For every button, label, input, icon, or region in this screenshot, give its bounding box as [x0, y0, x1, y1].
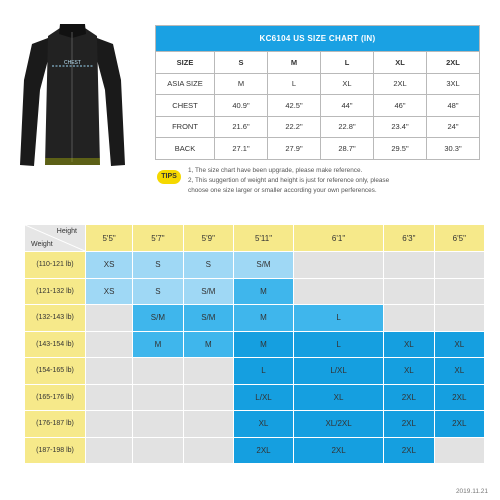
- size-cell: M: [234, 332, 294, 359]
- size-cell: S: [133, 252, 183, 279]
- size-chart-row: [156, 73, 480, 95]
- size-cell: 2XL: [384, 385, 434, 412]
- table-cell: XL: [321, 73, 374, 95]
- size-cell: [184, 385, 234, 412]
- size-cell: L: [234, 358, 294, 385]
- size-cell: S: [184, 252, 234, 279]
- grid-corner: [25, 225, 86, 252]
- weight-label: (176-187 lb): [25, 411, 86, 438]
- height-header: 6'1": [294, 225, 384, 252]
- size-cell: XS: [86, 279, 133, 306]
- size-cell: XL: [435, 332, 485, 359]
- size-cell: [384, 305, 434, 332]
- height-header: 6'3": [384, 225, 434, 252]
- grid-row: [25, 252, 485, 279]
- weight-label: (154-165 lb): [25, 358, 86, 385]
- size-cell: S/M: [133, 305, 183, 332]
- grid-row: [25, 279, 485, 306]
- grid-row: [25, 438, 485, 465]
- weight-label: (143-154 lb): [25, 332, 86, 359]
- table-cell: 2XL: [374, 73, 427, 95]
- row-label: BACK: [156, 138, 215, 160]
- table-cell: 40.9": [215, 95, 268, 117]
- table-cell: 48": [427, 95, 480, 117]
- size-cell: [86, 358, 133, 385]
- table-cell: 24": [427, 116, 480, 138]
- size-cell: M: [234, 305, 294, 332]
- row-label: ASIA SIZE: [156, 73, 215, 95]
- header-cell: S: [215, 52, 268, 74]
- size-cell: S/M: [184, 279, 234, 306]
- weight-label: (187-198 lb): [25, 438, 86, 465]
- table-cell: 22.2": [268, 116, 321, 138]
- height-header: 5'5": [86, 225, 133, 252]
- size-cell: [435, 252, 485, 279]
- table-cell: 22.8": [321, 116, 374, 138]
- corner-weight-label: Weight: [31, 241, 53, 248]
- size-cell: [133, 411, 183, 438]
- header-cell: M: [268, 52, 321, 74]
- weight-label: (132-143 lb): [25, 305, 86, 332]
- size-cell: [184, 358, 234, 385]
- row-label: CHEST: [156, 95, 215, 117]
- size-chart-row: [156, 116, 480, 138]
- size-chart-row: [156, 95, 480, 117]
- table-cell: 27.1": [215, 138, 268, 160]
- size-cell: L/XL: [234, 385, 294, 412]
- size-cell: L/XL: [294, 358, 384, 385]
- size-cell: S/M: [234, 252, 294, 279]
- size-cell: XL: [234, 411, 294, 438]
- size-cell: XL: [435, 358, 485, 385]
- size-cell: [86, 438, 133, 465]
- size-cell: 2XL: [294, 438, 384, 465]
- size-cell: M: [234, 279, 294, 306]
- header-cell: L: [321, 52, 374, 74]
- size-cell: S: [133, 279, 183, 306]
- table-cell: 30.3": [427, 138, 480, 160]
- size-cell: [86, 332, 133, 359]
- size-cell: [184, 438, 234, 465]
- tips-text: [188, 166, 488, 196]
- size-cell: [86, 385, 133, 412]
- size-cell: [133, 385, 183, 412]
- size-cell: 2XL: [234, 438, 294, 465]
- table-cell: L: [268, 73, 321, 95]
- header-cell: SIZE: [156, 52, 215, 74]
- size-cell: [384, 279, 434, 306]
- size-cell: [133, 438, 183, 465]
- size-cell: [435, 279, 485, 306]
- size-cell: 2XL: [435, 385, 485, 412]
- date-stamp: 2019.11.21: [455, 488, 488, 495]
- size-chart-header-row: [156, 52, 480, 74]
- weight-label: (165-176 lb): [25, 385, 86, 412]
- size-cell: [435, 438, 485, 465]
- row-label: FRONT: [156, 116, 215, 138]
- size-cell: 2XL: [384, 411, 434, 438]
- size-chart-row: [156, 138, 480, 160]
- size-chart-table: [155, 25, 480, 160]
- size-cell: M: [184, 332, 234, 359]
- size-cell: XL/2XL: [294, 411, 384, 438]
- height-header: 5'11": [234, 225, 294, 252]
- table-cell: 3XL: [427, 73, 480, 95]
- table-cell: 27.9": [268, 138, 321, 160]
- header-cell: 2XL: [427, 52, 480, 74]
- table-cell: M: [215, 73, 268, 95]
- size-cell: L: [294, 332, 384, 359]
- tips-badge: TIPS: [157, 170, 181, 184]
- jacket-illustration: [10, 20, 135, 170]
- table-cell: 23.4": [374, 116, 427, 138]
- tips-line-3: choose one size larger or smaller according your own perferences.: [188, 187, 377, 194]
- size-cell: [86, 305, 133, 332]
- height-header: 5'7": [133, 225, 183, 252]
- size-cell: XL: [384, 358, 434, 385]
- table-cell: 44": [321, 95, 374, 117]
- size-cell: XS: [86, 252, 133, 279]
- size-cell: M: [133, 332, 183, 359]
- chest-label: CHEST: [64, 60, 81, 66]
- size-cell: 2XL: [435, 411, 485, 438]
- size-cell: [86, 411, 133, 438]
- table-cell: 28.7": [321, 138, 374, 160]
- tips-line-2: 2, This suggertion of weight and height is just for reference only, please: [188, 177, 390, 184]
- corner-height-label: Height: [56, 228, 77, 235]
- height-header: 5'9": [184, 225, 234, 252]
- grid-row: [25, 385, 485, 412]
- tips-line-1: 1, The size chart have been upgrade, please make reference.: [188, 167, 363, 174]
- size-cell: L: [294, 305, 384, 332]
- size-cell: S/M: [184, 305, 234, 332]
- table-cell: 46": [374, 95, 427, 117]
- height-header: 6'5": [435, 225, 485, 252]
- size-chart-title: KC6104 US SIZE CHART (IN): [156, 26, 480, 52]
- table-cell: 29.5": [374, 138, 427, 160]
- grid-row: [25, 411, 485, 438]
- weight-label: (110-121 lb): [25, 252, 86, 279]
- grid-row: [25, 332, 485, 359]
- weight-label: (121-132 lb): [25, 279, 86, 306]
- height-weight-grid: [25, 225, 485, 464]
- size-cell: [384, 252, 434, 279]
- size-cell: [184, 411, 234, 438]
- size-cell: XL: [384, 332, 434, 359]
- table-cell: 21.6": [215, 116, 268, 138]
- size-cell: [435, 305, 485, 332]
- size-cell: 2XL: [384, 438, 434, 465]
- size-cell: XL: [294, 385, 384, 412]
- header-cell: XL: [374, 52, 427, 74]
- grid-row: [25, 305, 485, 332]
- size-cell: [133, 358, 183, 385]
- size-cell: [294, 279, 384, 306]
- grid-row: [25, 358, 485, 385]
- table-cell: 42.5": [268, 95, 321, 117]
- size-cell: [294, 252, 384, 279]
